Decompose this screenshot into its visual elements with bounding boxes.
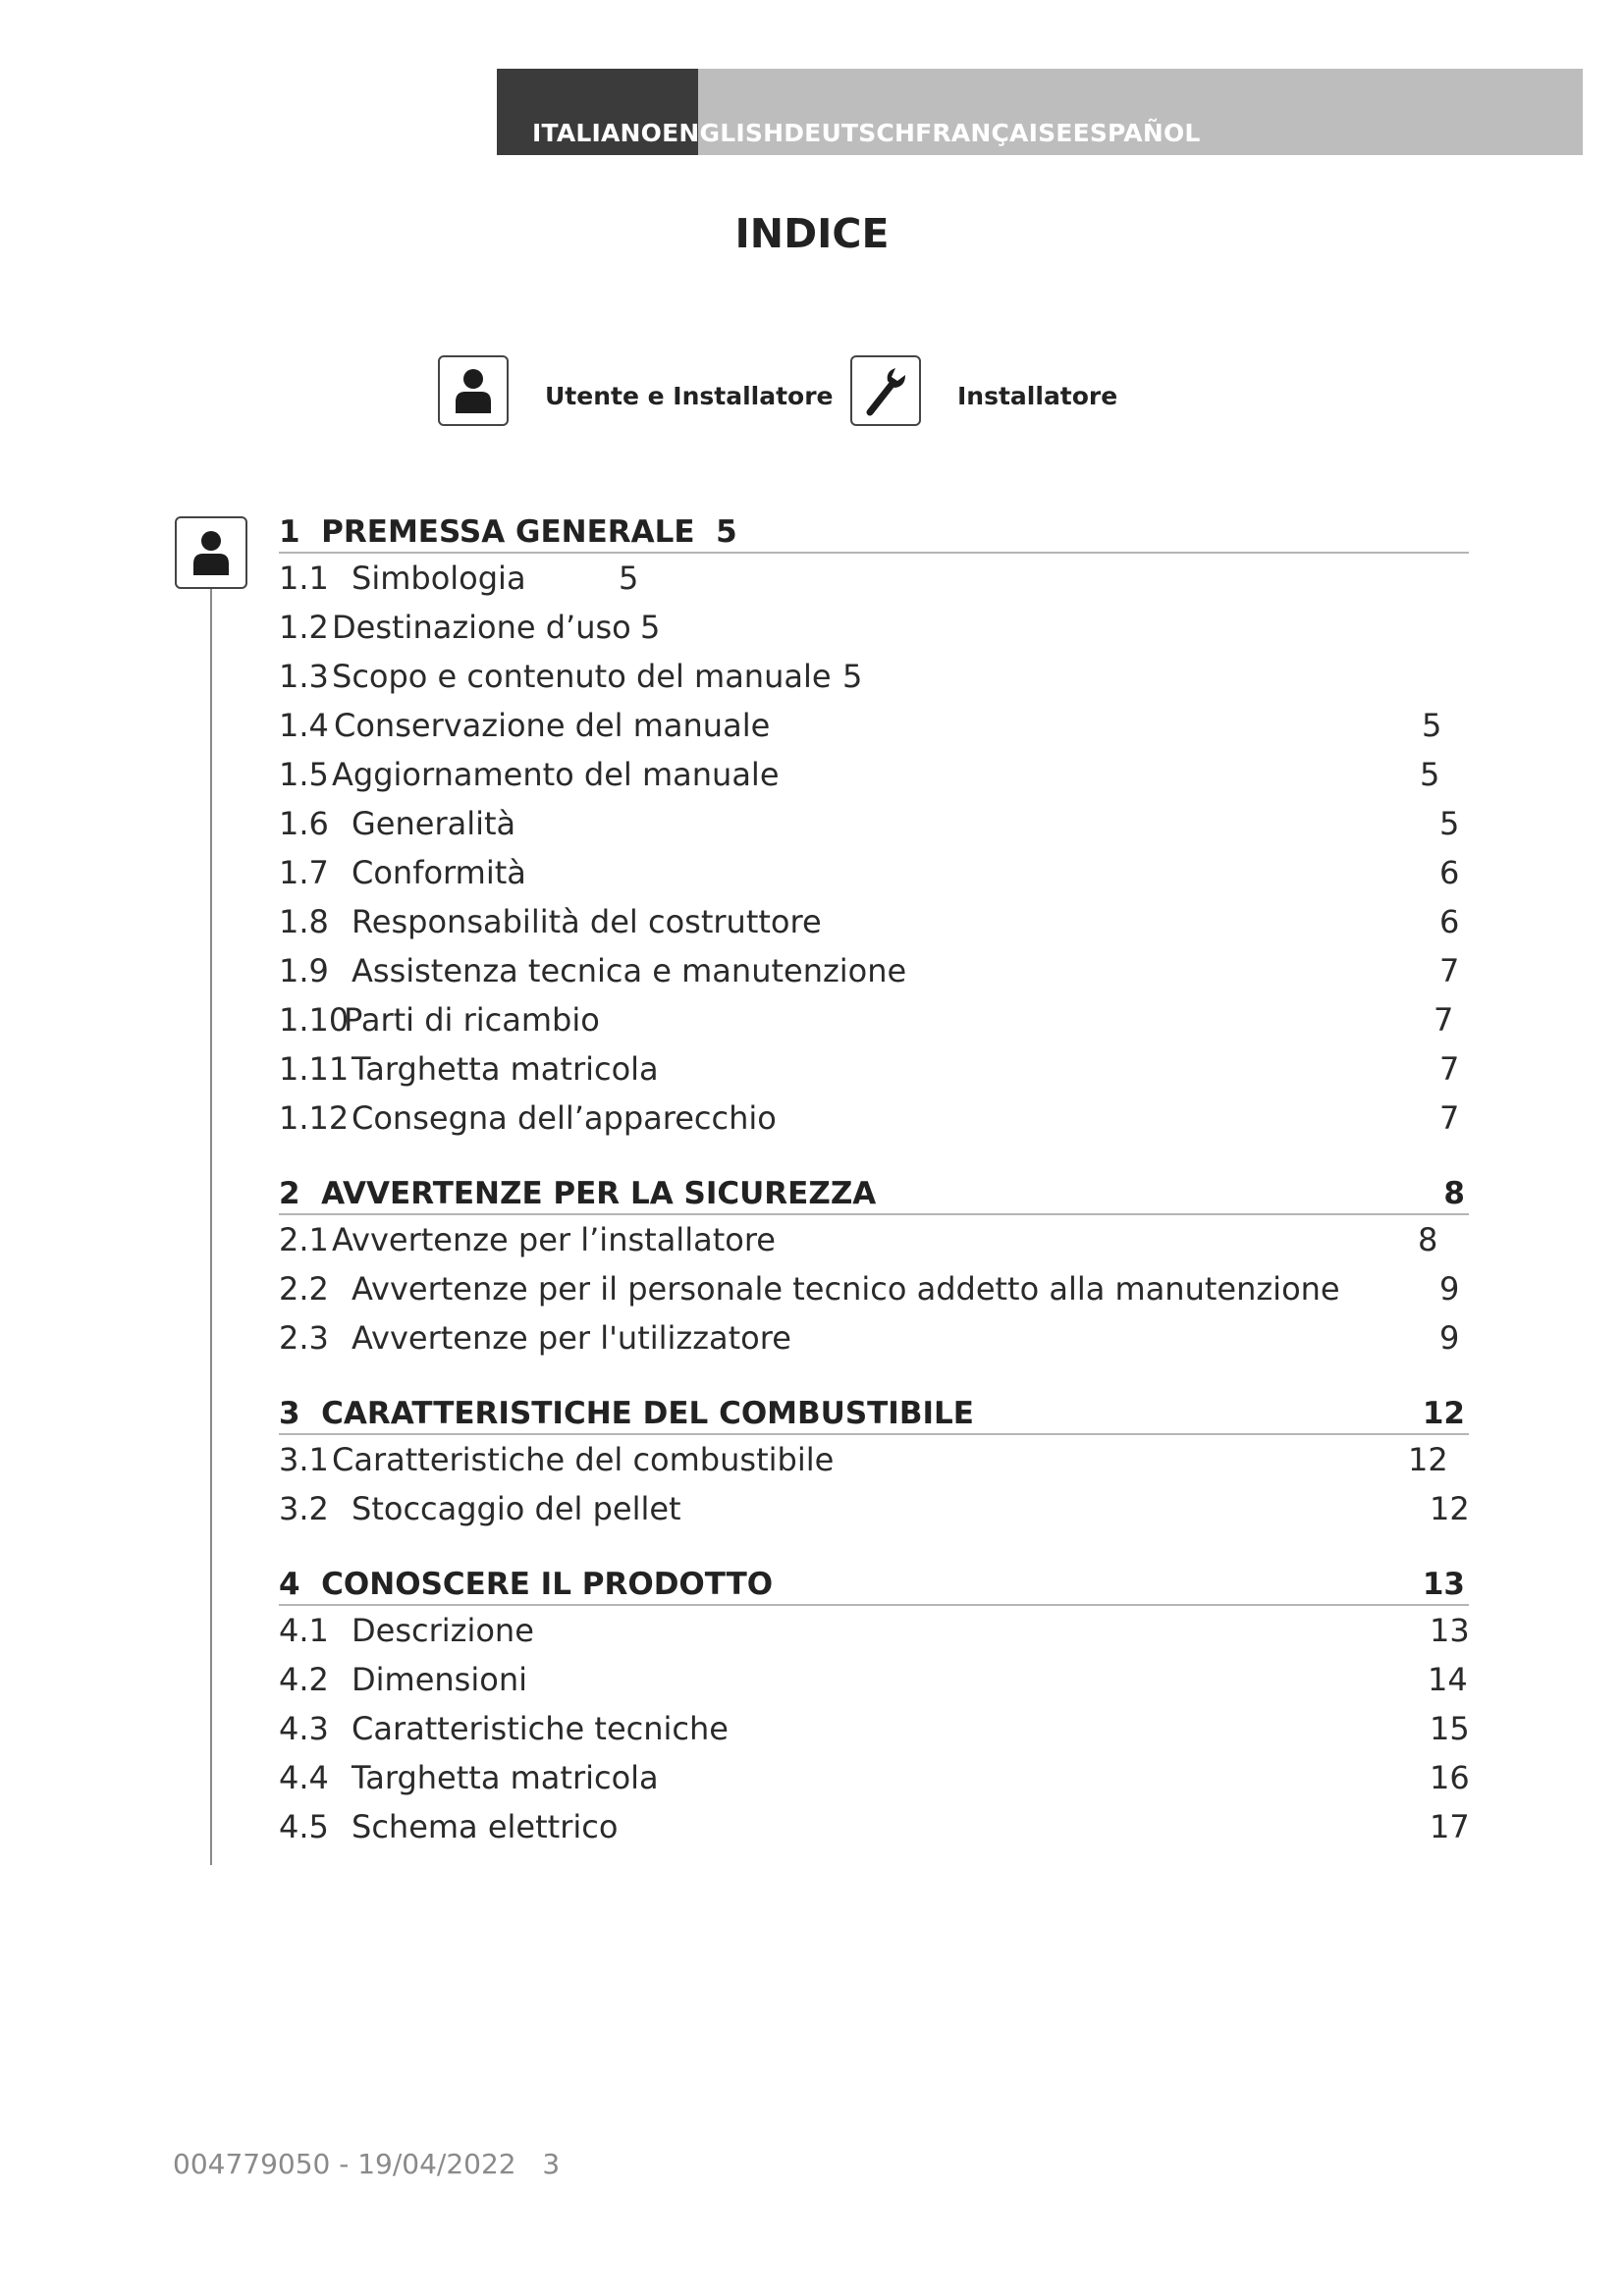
toc-entry-title: Targhetta matricola	[352, 1759, 659, 1796]
toc-entry-number: 1.10	[279, 1001, 350, 1039]
toc-entry-title: Targhetta matricola	[352, 1050, 659, 1088]
toc-entry-number: 3.1	[279, 1441, 329, 1478]
user-icon	[175, 516, 247, 589]
toc-section-heading[interactable]	[279, 1392, 1469, 1435]
toc-entry[interactable]	[279, 1704, 1469, 1753]
toc-entry-page: 12	[1430, 1490, 1470, 1527]
toc-entry[interactable]	[279, 603, 1469, 652]
toc-section-name: AVVERTENZE PER LA SICUREZZA	[321, 1176, 877, 1211]
document-code: 004779050 - 19/04/2022	[173, 2148, 516, 2180]
toc-entry-number: 1.6	[279, 805, 329, 842]
toc-section-number: 1	[279, 514, 300, 550]
toc-entry-number: 4.1	[279, 1612, 329, 1649]
toc-entry[interactable]	[279, 1655, 1469, 1704]
user-icon	[438, 355, 509, 426]
toc-entry-title: Scopo e contenuto del manuale	[332, 658, 832, 695]
toc-entry[interactable]	[279, 652, 1469, 701]
toc-entry-title: Aggiornamento del manuale	[332, 756, 780, 793]
toc-entry-title: Dimensioni	[352, 1661, 527, 1698]
toc-entry-page: 5	[619, 560, 639, 597]
toc-entry-title: Generalità	[352, 805, 516, 842]
toc-entry-page: 5	[1420, 756, 1440, 793]
toc-entry-number: 4.3	[279, 1710, 329, 1747]
tab-language-espanol[interactable]: ESPAÑOL	[1072, 119, 1201, 147]
toc-entry-page: 9	[1439, 1270, 1460, 1308]
toc-entry-page: 7	[1439, 952, 1460, 989]
toc-entry[interactable]	[279, 1606, 1469, 1655]
toc-entry-number: 2.1	[279, 1221, 329, 1258]
toc-section-title	[279, 1567, 773, 1602]
toc-entry-page: 5	[640, 609, 661, 646]
toc-entry-number: 2.3	[279, 1319, 329, 1357]
toc-entry-title: Avvertenze per il personale tecnico addetto alla manutenzione	[352, 1270, 1340, 1308]
toc-entry-title: Caratteristiche del combustibile	[332, 1441, 835, 1478]
toc-section-name: CONOSCERE IL PRODOTTO	[321, 1567, 774, 1602]
toc-entry-number: 4.4	[279, 1759, 329, 1796]
toc-entry-number: 1.11	[279, 1050, 350, 1088]
toc-entry-title: Responsabilità del costruttore	[352, 903, 822, 940]
toc-entry-number: 1.12	[279, 1099, 350, 1137]
toc-entry-page: 9	[1439, 1319, 1460, 1357]
toc-section-page: 5	[716, 514, 737, 550]
toc-section-title	[279, 1176, 876, 1211]
toc-section-heading[interactable]	[279, 1563, 1469, 1606]
toc-entry[interactable]	[279, 1802, 1469, 1851]
toc-section-number: 3	[279, 1396, 300, 1431]
toc-entry[interactable]	[279, 897, 1469, 946]
toc-section-name: CARATTERISTICHE DEL COMBUSTIBILE	[321, 1396, 974, 1431]
toc-entry-page: 5	[842, 658, 863, 695]
toc-entry-page: 5	[1422, 707, 1442, 744]
toc-entry-title: Simbologia	[352, 560, 526, 597]
toc-entry-page: 15	[1430, 1710, 1470, 1747]
toc-entry-page: 13	[1430, 1612, 1470, 1649]
wrench-icon	[850, 355, 921, 426]
toc-entry[interactable]	[279, 1753, 1469, 1802]
toc-entry-title: Parti di ricambio	[344, 1001, 600, 1039]
toc-entry[interactable]	[279, 1215, 1469, 1264]
toc-entry-page: 8	[1418, 1221, 1438, 1258]
toc-entry-title: Avvertenze per l’installatore	[332, 1221, 776, 1258]
toc-entry-page: 7	[1434, 1001, 1454, 1039]
page-title: INDICE	[734, 210, 890, 257]
legend-user-label: Utente e Installatore	[545, 382, 834, 410]
toc-entry[interactable]	[279, 1435, 1469, 1484]
toc-entry-number: 3.2	[279, 1490, 329, 1527]
tab-language-english[interactable]: ENGLISH	[662, 119, 785, 147]
toc-entry-number: 1.8	[279, 903, 329, 940]
toc-section-page: 12	[1422, 1396, 1465, 1431]
toc-entry-title: Conformità	[352, 854, 526, 891]
toc-section-heading[interactable]	[279, 510, 1469, 554]
toc-entry-number: 1.4	[279, 707, 329, 744]
toc-entry-number: 1.3	[279, 658, 329, 695]
section-guide-line	[210, 589, 212, 1865]
toc-section-page: 8	[1443, 1176, 1465, 1211]
toc-entry[interactable]	[279, 946, 1469, 995]
toc-section-number: 4	[279, 1567, 300, 1602]
toc-entry[interactable]	[279, 848, 1469, 897]
toc-entry-page: 16	[1430, 1759, 1470, 1796]
toc-entry-number: 4.5	[279, 1808, 329, 1845]
toc-entry[interactable]	[279, 799, 1469, 848]
toc-section-heading[interactable]	[279, 1172, 1469, 1215]
toc-entry-title: Schema elettrico	[352, 1808, 619, 1845]
toc-entry-title: Assistenza tecnica e manutenzione	[352, 952, 907, 989]
language-bar	[497, 69, 1583, 155]
toc-entry-title: Caratteristiche tecniche	[352, 1710, 729, 1747]
toc-entry-title: Destinazione d’uso	[332, 609, 631, 646]
toc-section-page: 13	[1422, 1567, 1465, 1602]
page-number: 3	[542, 2148, 561, 2180]
toc-section-name: PREMESSA GENERALE	[321, 514, 695, 550]
table-of-contents	[279, 510, 1469, 1851]
toc-entry-number: 1.2	[279, 609, 329, 646]
toc-entry[interactable]	[279, 1313, 1469, 1362]
toc-section-title	[279, 1396, 974, 1431]
tab-language-francaise[interactable]: FRANÇAISE	[915, 119, 1073, 147]
tab-language-deutsch[interactable]: DEUTSCH	[784, 119, 916, 147]
toc-entry-title: Consegna dell’apparecchio	[352, 1099, 777, 1137]
toc-entry-title: Stoccaggio del pellet	[352, 1490, 681, 1527]
toc-entry[interactable]	[279, 995, 1469, 1044]
toc-entry[interactable]	[279, 701, 1469, 750]
toc-entry[interactable]	[279, 750, 1469, 799]
toc-entry-number: 1.1	[279, 560, 329, 597]
tab-language-italiano[interactable]: ITALIANO	[532, 119, 663, 147]
toc-entry-page: 6	[1439, 903, 1460, 940]
toc-entry-number: 1.5	[279, 756, 329, 793]
toc-entry-title: Conservazione del manuale	[334, 707, 771, 744]
toc-entry[interactable]	[279, 1044, 1469, 1094]
language-tabs	[532, 112, 1201, 155]
toc-entry-number: 4.2	[279, 1661, 329, 1698]
toc-entry-number: 2.2	[279, 1270, 329, 1308]
toc-entry-page: 17	[1430, 1808, 1470, 1845]
toc-entry-page: 12	[1408, 1441, 1448, 1478]
toc-entry-page: 7	[1439, 1099, 1460, 1137]
toc-entry-page: 7	[1439, 1050, 1460, 1088]
toc-entry-number: 1.7	[279, 854, 329, 891]
toc-entry-page: 14	[1428, 1661, 1468, 1698]
toc-entry[interactable]	[279, 1094, 1469, 1143]
page-footer	[173, 2148, 560, 2180]
toc-section-number: 2	[279, 1176, 300, 1211]
toc-entry-title: Descrizione	[352, 1612, 534, 1649]
toc-section-title	[279, 514, 737, 550]
toc-entry-page: 5	[1439, 805, 1460, 842]
toc-entry[interactable]	[279, 1264, 1469, 1313]
toc-entry[interactable]	[279, 1484, 1469, 1533]
legend-installer-label: Installatore	[957, 382, 1118, 410]
toc-entry-page: 6	[1439, 854, 1460, 891]
toc-entry[interactable]	[279, 554, 1469, 603]
toc-entry-number: 1.9	[279, 952, 329, 989]
toc-entry-title: Avvertenze per l'utilizzatore	[352, 1319, 791, 1357]
